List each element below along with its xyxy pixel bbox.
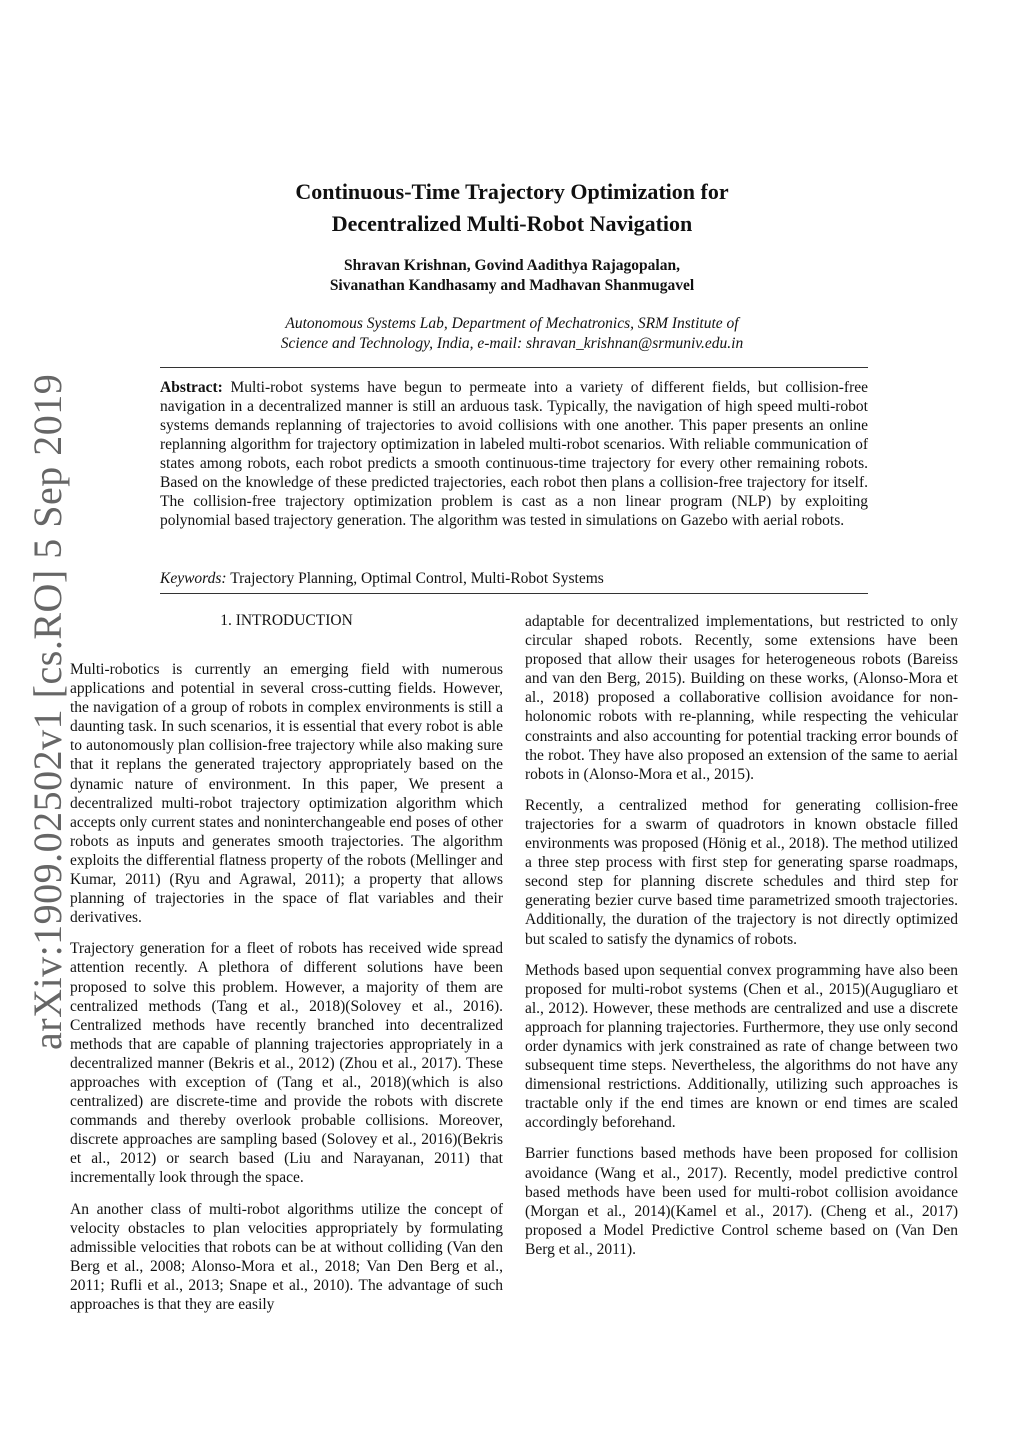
affiliation-line-1: Autonomous Systems Lab, Department of Mechatronics, SRM Institute of [285,315,739,332]
paragraph: adaptable for decentralized implementations, but restricted to only circular shaped robots. Recently, some extensions have been proposed that allow their usages for heterogeneous robots (Bareiss and van den Berg, 2015). Building on these works, (Alonso-Mora et al., 2018) proposed a collaborative collision avoidance for non-holonomic robots with re-planning, while respecting the vehicular constraints and also accounting for potential tracking error bounds of the robot. They have also proposed an extension of the same to aerial robots in (Alonso-Mora et al., 2015). [525,613,958,783]
title-line-2: Decentralized Multi-Robot Navigation [331,211,693,236]
authors-line-2: Sivanathan Kandhasamy and Madhavan Shanmugavel [329,277,695,294]
affiliation [0,314,1024,354]
arxiv-identifier: arXiv:1909.02502v1 [cs.RO] 5 Sep 2019 [25,373,70,1050]
affiliation-line-2: Science and Technology, India, e-mail: shravan_krishnan@srmuniv.edu.in [280,335,744,352]
keywords [160,569,868,588]
paragraph: An another class of multi-robot algorithms utilize the concept of velocity obstacles to plan velocities appropriately by formulating admissible velocities that robots can be at without colliding (Van den Berg et al., 2008; Alonso-Mora et al., 2018; Van Den Berg et al., 2011; Rufli et al., 2013; Snape et al., 2010). The advantage of such approaches is that they are easily [70,1200,503,1313]
paragraph: Recently, a centralized method for generating collision-free trajectories for a swarm of quadrotors in known obstacle filled environments was proposed (Hönig et al., 2018). The method utilized a three step process with first step for generating sparse roadmaps, second step for planning discrete schedules and third step for generating bezier curve based time parametrized smooth trajectories. Additionally, the duration of the trajectory is not directly optimized but scaled to satisfy the dynamics of robots. [525,796,958,948]
bottom-divider [160,593,868,594]
paragraph: Trajectory generation for a fleet of robots has received wide spread attention recently. A plethora of different solutions have been proposed to solve this problem. However, a majority of them are centralized methods (Tang et al., 2018)(Solovey et al., 2016). Centralized methods have recently branched into decentralized methods that are capable of planning trajectories appropriately in a decentralized manner (Bekris et al., 2012) (Zhou et al., 2017). These approaches with exception of (Tang et al., 2018)(which is also centralized) are discrete-time and provide the robots with discrete commands and thereby overlook probable collisions. Moreover, discrete approaches are sampling based (Solovey et al., 2016)(Bekris et al., 2012) or search based (Liu and Narayanan, 2011) that incrementally look through the space. [70,940,503,1187]
left-column [70,660,503,1326]
abstract-label: Abstract: [160,379,223,396]
paragraph: Barrier functions based methods have been proposed for collision avoidance (Wang et al., 2017). Recently, model predictive control based methods have been used for multi-robot collision avoidance (Morgan et al., 2014)(Kamel et al., 2017). (Cheng et al., 2017) proposed a Model Predictive Control scheme based on (Van Den Berg et al., 2011). [525,1145,958,1258]
paragraph: Methods based upon sequential convex programming have also been proposed for multi-robot systems (Chen et al., 2015)(Augugliaro et al., 2012). However, these methods are centralized and use a discrete approach for planning trajectories. Furthermore, they use only second order dynamics with jerk constrained as rate of change between two subsequent time steps. Nevertheless, the algorithms do not have any dimensional restrictions. Additionally, utilizing such approaches is tractable only if the end times are known or end times are scaled accordingly beforehand. [525,961,958,1132]
keywords-text: Trajectory Planning, Optimal Control, Multi-Robot Systems [230,570,604,587]
top-divider [160,367,868,368]
paper-title [0,176,1024,240]
keywords-label: Keywords: [160,570,227,587]
abstract [160,378,868,530]
right-column [525,612,958,1271]
title-line-1: Continuous-Time Trajectory Optimization for [295,179,729,204]
section-heading-introduction: 1. INTRODUCTION [220,612,353,629]
paragraph: Multi-robotics is currently an emerging field with numerous applications and potential in several cross-cutting fields. However, the navigation of a group of robots in complex environments is still a daunting task. In such scenarios, it is essential that every robot is able to autonomously plan collision-free trajectory while also making sure that it replans the generated trajectory appropriately based on the dynamic nature of environment. In this paper, We present a decentralized multi-robot trajectory optimization algorithm which accepts only current states and noninterchangeable end poses of other robots as inputs and generates smooth trajectories. The algorithm exploits the differential flatness property of the robots (Mellinger and Kumar, 2011) (Ryu and Agrawal, 2011); a property that allows planning of trajectories in the space of flat variables and their derivatives. [70,661,503,927]
abstract-text: Multi-robot systems have begun to permeate into a variety of different fields, but collision-free navigation in a decentralized manner is still an arduous task. Typically, the navigation of high speed multi-robot systems demands replanning of trajectories to avoid collisions with one another. This paper presents an online replanning algorithm for trajectory optimization in labeled multi-robot scenarios. With reliable communication of states among robots, each robot predicts a smooth continuous-time trajectory for every other remaining robots. Based on the knowledge of these predicted trajectories, each robot then plans a collision-free trajectory for itself. The collision-free trajectory optimization problem is cast as a non linear program (NLP) by exploiting polynomial based trajectory generation. The algorithm was tested in simulations on Gazebo with aerial robots. [160,379,869,529]
authors-line-1: Shravan Krishnan, Govind Aadithya Rajagopalan, [344,257,680,274]
author-list [0,256,1024,296]
